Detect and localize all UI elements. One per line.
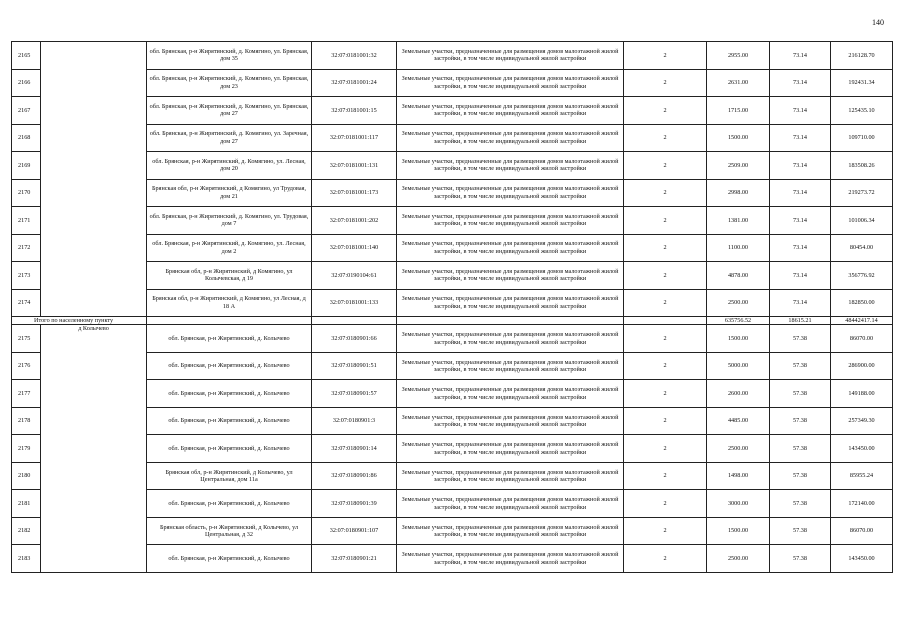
subtotal-area: 635756.52 [707,317,770,325]
table-row [12,234,893,262]
row-number: 2179 [12,435,41,463]
row-rate: 73.14 [770,42,831,70]
settlement-cell [41,407,147,435]
row-rate: 57.38 [770,517,831,545]
row-cadastral-value: 125435.10 [831,97,893,125]
table-body-kolychevo [12,325,893,573]
row-rate: 57.38 [770,462,831,490]
row-area: 2500.00 [707,289,770,317]
row-group: 2 [624,407,707,435]
row-land-use: Земельные участки, предназначенные для размещения домов малоэтажной жилой застройки, в том числе индивидуальной жилой застройки [397,124,624,152]
row-group: 2 [624,325,707,353]
page-number: 140 [872,18,884,27]
table-row [12,380,893,408]
row-address: Брянская обл, р-н Жирятинский, д Комягино, ул Лесная, д 18 А [147,289,312,317]
row-area: 1500.00 [707,517,770,545]
row-cadastral-value: 172140.00 [831,490,893,518]
settlement-cell [41,262,147,290]
table-row [12,124,893,152]
row-cadastral-number: 32:07:0180901:66 [312,325,397,353]
row-cadastral-number: 32:07:0181001:24 [312,69,397,97]
row-land-use: Земельные участки, предназначенные для размещения домов малоэтажной жилой застройки, в том числе индивидуальной жилой застройки [397,490,624,518]
row-number: 2181 [12,490,41,518]
row-group: 2 [624,435,707,463]
row-cadastral-value: 109710.00 [831,124,893,152]
row-group: 2 [624,352,707,380]
row-group: 2 [624,69,707,97]
row-group: 2 [624,545,707,573]
subtotal-row [12,317,893,325]
settlement-cell [41,517,147,545]
row-number: 2170 [12,179,41,207]
row-address: обл. Брянская, р-н Жирятинский, д. Комягино, ул. Заречная, дом 27 [147,124,312,152]
row-address: обл. Брянская, р-н Жирятинский, д. Колычево [147,407,312,435]
row-cadastral-value: 143450.00 [831,545,893,573]
table-row [12,325,893,353]
table-row [12,207,893,235]
row-group: 2 [624,517,707,545]
row-area: 1500.00 [707,124,770,152]
row-rate: 73.14 [770,234,831,262]
row-address: Брянская область, р-н Жирятинский, д Колычево, ул Центральная, д 32 [147,517,312,545]
row-number: 2169 [12,152,41,180]
row-cadastral-number: 32:07:0180901:3 [312,407,397,435]
row-number: 2174 [12,289,41,317]
row-address: обл. Брянская, р-н Жирятинский, д. Колычево [147,352,312,380]
row-cadastral-value: 80454.00 [831,234,893,262]
row-cadastral-value: 257349.30 [831,407,893,435]
row-area: 5000.00 [707,352,770,380]
row-group: 2 [624,262,707,290]
row-number: 2166 [12,69,41,97]
subtotal-empty-use [397,317,624,325]
row-cadastral-value: 192431.34 [831,69,893,97]
row-land-use: Земельные участки, предназначенные для размещения домов малоэтажной жилой застройки, в том числе индивидуальной жилой застройки [397,262,624,290]
row-rate: 57.38 [770,435,831,463]
row-number: 2171 [12,207,41,235]
row-rate: 73.14 [770,124,831,152]
row-cadastral-value: 219273.72 [831,179,893,207]
settlement-cell [41,352,147,380]
row-number: 2165 [12,42,41,70]
row-cadastral-number: 32:07:0180901:21 [312,545,397,573]
row-number: 2176 [12,352,41,380]
row-group: 2 [624,42,707,70]
row-area: 2509.00 [707,152,770,180]
table-row [12,545,893,573]
settlement-cell [41,435,147,463]
subtotal-empty-address [147,317,312,325]
row-area: 2500.00 [707,435,770,463]
row-address: Брянская обл, р-н Жирятинский, д Колычево, ул Центральная, дом 11а [147,462,312,490]
row-cadastral-value: 183508.26 [831,152,893,180]
row-cadastral-value: 101006.34 [831,207,893,235]
row-cadastral-number: 32:07:0180901:39 [312,490,397,518]
table-row [12,152,893,180]
row-area: 4485.00 [707,407,770,435]
row-cadastral-number: 32:07:0181001:117 [312,124,397,152]
settlement-cell [41,234,147,262]
table-row [12,42,893,70]
table-body-komyagino [12,42,893,317]
row-cadastral-number: 32:07:0180901:107 [312,517,397,545]
row-cadastral-value: 182850.00 [831,289,893,317]
row-group: 2 [624,234,707,262]
settlement-cell [41,490,147,518]
table-row [12,69,893,97]
row-cadastral-number: 32:07:0180901:57 [312,380,397,408]
row-rate: 57.38 [770,545,831,573]
row-number: 2175 [12,325,41,353]
row-address: обл. Брянская, р-н Жирятинский, д. Колычево [147,545,312,573]
row-area: 1381.00 [707,207,770,235]
row-cadastral-number: 32:07:0181001:173 [312,179,397,207]
row-address: обл. Брянская, р-н Жирятинский, д. Колычево [147,380,312,408]
table-row [12,462,893,490]
row-area: 2955.00 [707,42,770,70]
row-group: 2 [624,152,707,180]
settlement-cell [41,462,147,490]
row-area: 2600.00 [707,380,770,408]
row-cadastral-value: 143450.00 [831,435,893,463]
row-cadastral-number: 32:07:0181001:202 [312,207,397,235]
row-cadastral-value: 216128.70 [831,42,893,70]
row-group: 2 [624,207,707,235]
settlement-cell [41,380,147,408]
subtotal-rate: 18615.21 [770,317,831,325]
row-rate: 57.38 [770,352,831,380]
row-rate: 73.14 [770,69,831,97]
row-rate: 73.14 [770,207,831,235]
settlement-cell [41,207,147,235]
row-land-use: Земельные участки, предназначенные для размещения домов малоэтажной жилой застройки, в том числе индивидуальной жилой застройки [397,352,624,380]
row-number: 2183 [12,545,41,573]
row-rate: 73.14 [770,262,831,290]
subtotal-label: Итого по населенному пункту [12,317,147,325]
row-address: обл. Брянская, р-н Жирятинский, д. Комягино, ул. Брянская, дом 27 [147,97,312,125]
row-area: 4878.00 [707,262,770,290]
row-area: 2500.00 [707,545,770,573]
row-area: 1498.00 [707,462,770,490]
row-rate: 73.14 [770,179,831,207]
row-address: обл. Брянская, р-н Жирятинский, д. Колычево [147,325,312,353]
row-group: 2 [624,289,707,317]
row-rate: 57.38 [770,325,831,353]
row-cadastral-number: 32:07:0181001:133 [312,289,397,317]
row-cadastral-number: 32:07:0180901:14 [312,435,397,463]
row-number: 2168 [12,124,41,152]
settlement-cell [41,69,147,97]
row-address: обл. Брянская, р-н Жирятинский, д. Колычево [147,435,312,463]
row-group: 2 [624,179,707,207]
row-land-use: Земельные участки, предназначенные для размещения домов малоэтажной жилой застройки, в том числе индивидуальной жилой застройки [397,289,624,317]
row-area: 2631.00 [707,69,770,97]
row-group: 2 [624,124,707,152]
row-address: обл. Брянская, р-н Жирятинский, д. Комягино, ул. Брянская, дом 35 [147,42,312,70]
row-cadastral-value: 286900.00 [831,352,893,380]
table-row [12,352,893,380]
table-row [12,435,893,463]
row-cadastral-number: 32:07:0181001:131 [312,152,397,180]
table-row [12,490,893,518]
table-row [12,407,893,435]
row-group: 2 [624,462,707,490]
cadastral-value-table [11,41,893,573]
row-group: 2 [624,97,707,125]
row-rate: 57.38 [770,490,831,518]
settlement-cell [41,289,147,317]
row-number: 2172 [12,234,41,262]
settlement-cell [41,97,147,125]
row-number: 2177 [12,380,41,408]
settlement-name: д Колычево [41,325,147,353]
table-row [12,262,893,290]
row-land-use: Земельные участки, предназначенные для размещения домов малоэтажной жилой застройки, в том числе индивидуальной жилой застройки [397,152,624,180]
row-area: 1500.00 [707,325,770,353]
row-cadastral-value: 86070.00 [831,517,893,545]
settlement-cell [41,152,147,180]
row-land-use: Земельные участки, предназначенные для размещения домов малоэтажной жилой застройки, в том числе индивидуальной жилой застройки [397,234,624,262]
settlement-cell [41,179,147,207]
row-area: 2998.00 [707,179,770,207]
subtotal-empty-group [624,317,707,325]
row-area: 1100.00 [707,234,770,262]
row-cadastral-number: 32:07:0181001:32 [312,42,397,70]
row-cadastral-number: 32:07:0180901:86 [312,462,397,490]
row-land-use: Земельные участки, предназначенные для размещения домов малоэтажной жилой застройки, в том числе индивидуальной жилой застройки [397,69,624,97]
row-rate: 73.14 [770,97,831,125]
row-address: обл. Брянская, р-н Жирятинский, д. Комягино, ул. Брянская, дом 23 [147,69,312,97]
row-cadastral-value: 86070.00 [831,325,893,353]
row-address: Брянская обл, р-н Жирятинский, д Комягино, ул Колычевская, д 19 [147,262,312,290]
row-address: обл. Брянская, р-н Жирятинский, д. Комягино, ул. Лесная, дом 20 [147,152,312,180]
row-rate: 57.38 [770,380,831,408]
row-area: 3000.00 [707,490,770,518]
row-cadastral-number: 32:07:0190104:61 [312,262,397,290]
table-row [12,517,893,545]
row-land-use: Земельные участки, предназначенные для размещения домов малоэтажной жилой застройки, в том числе индивидуальной жилой застройки [397,545,624,573]
row-land-use: Земельные участки, предназначенные для размещения домов малоэтажной жилой застройки, в том числе индивидуальной жилой застройки [397,97,624,125]
settlement-cell [41,545,147,573]
row-area: 1715.00 [707,97,770,125]
row-address: обл. Брянская, р-н Жирятинский, д. Комягино, ул. Трудовая, дом 7 [147,207,312,235]
settlement-cell [41,42,147,70]
settlement-cell [41,124,147,152]
row-land-use: Земельные участки, предназначенные для размещения домов малоэтажной жилой застройки, в том числе индивидуальной жилой застройки [397,179,624,207]
row-number: 2182 [12,517,41,545]
row-rate: 73.14 [770,152,831,180]
row-address: обл. Брянская, р-н Жирятинский, д. Колычево [147,490,312,518]
row-number: 2180 [12,462,41,490]
row-land-use: Земельные участки, предназначенные для размещения домов малоэтажной жилой застройки, в том числе индивидуальной жилой застройки [397,380,624,408]
table-row [12,179,893,207]
row-group: 2 [624,490,707,518]
row-rate: 57.38 [770,407,831,435]
row-cadastral-value: 85955.24 [831,462,893,490]
row-land-use: Земельные участки, предназначенные для размещения домов малоэтажной жилой застройки, в том числе индивидуальной жилой застройки [397,462,624,490]
row-land-use: Земельные участки, предназначенные для размещения домов малоэтажной жилой застройки, в том числе индивидуальной жилой застройки [397,517,624,545]
row-address: обл. Брянская, р-н Жирятинский, д. Комягино, ул. Лесная, дом 2 [147,234,312,262]
row-number: 2167 [12,97,41,125]
row-cadastral-number: 32:07:0181001:140 [312,234,397,262]
row-address: Брянская обл, р-н Жирятинский, д Комягино, ул Трудовая, дом 21 [147,179,312,207]
row-land-use: Земельные участки, предназначенные для размещения домов малоэтажной жилой застройки, в том числе индивидуальной жилой застройки [397,407,624,435]
row-number: 2173 [12,262,41,290]
row-land-use: Земельные участки, предназначенные для размещения домов малоэтажной жилой застройки, в том числе индивидуальной жилой застройки [397,325,624,353]
table-row [12,289,893,317]
row-rate: 73.14 [770,289,831,317]
subtotal-section [12,317,893,325]
row-cadastral-value: 149188.00 [831,380,893,408]
row-land-use: Земельные участки, предназначенные для размещения домов малоэтажной жилой застройки, в том числе индивидуальной жилой застройки [397,207,624,235]
row-number: 2178 [12,407,41,435]
row-land-use: Земельные участки, предназначенные для размещения домов малоэтажной жилой застройки, в том числе индивидуальной жилой застройки [397,42,624,70]
table-row [12,97,893,125]
row-group: 2 [624,380,707,408]
row-cadastral-number: 32:07:0181001:15 [312,97,397,125]
subtotal-empty-cadastre [312,317,397,325]
subtotal-value: 48442417.14 [831,317,893,325]
row-cadastral-number: 32:07:0180901:51 [312,352,397,380]
row-cadastral-value: 356776.92 [831,262,893,290]
row-land-use: Земельные участки, предназначенные для размещения домов малоэтажной жилой застройки, в том числе индивидуальной жилой застройки [397,435,624,463]
